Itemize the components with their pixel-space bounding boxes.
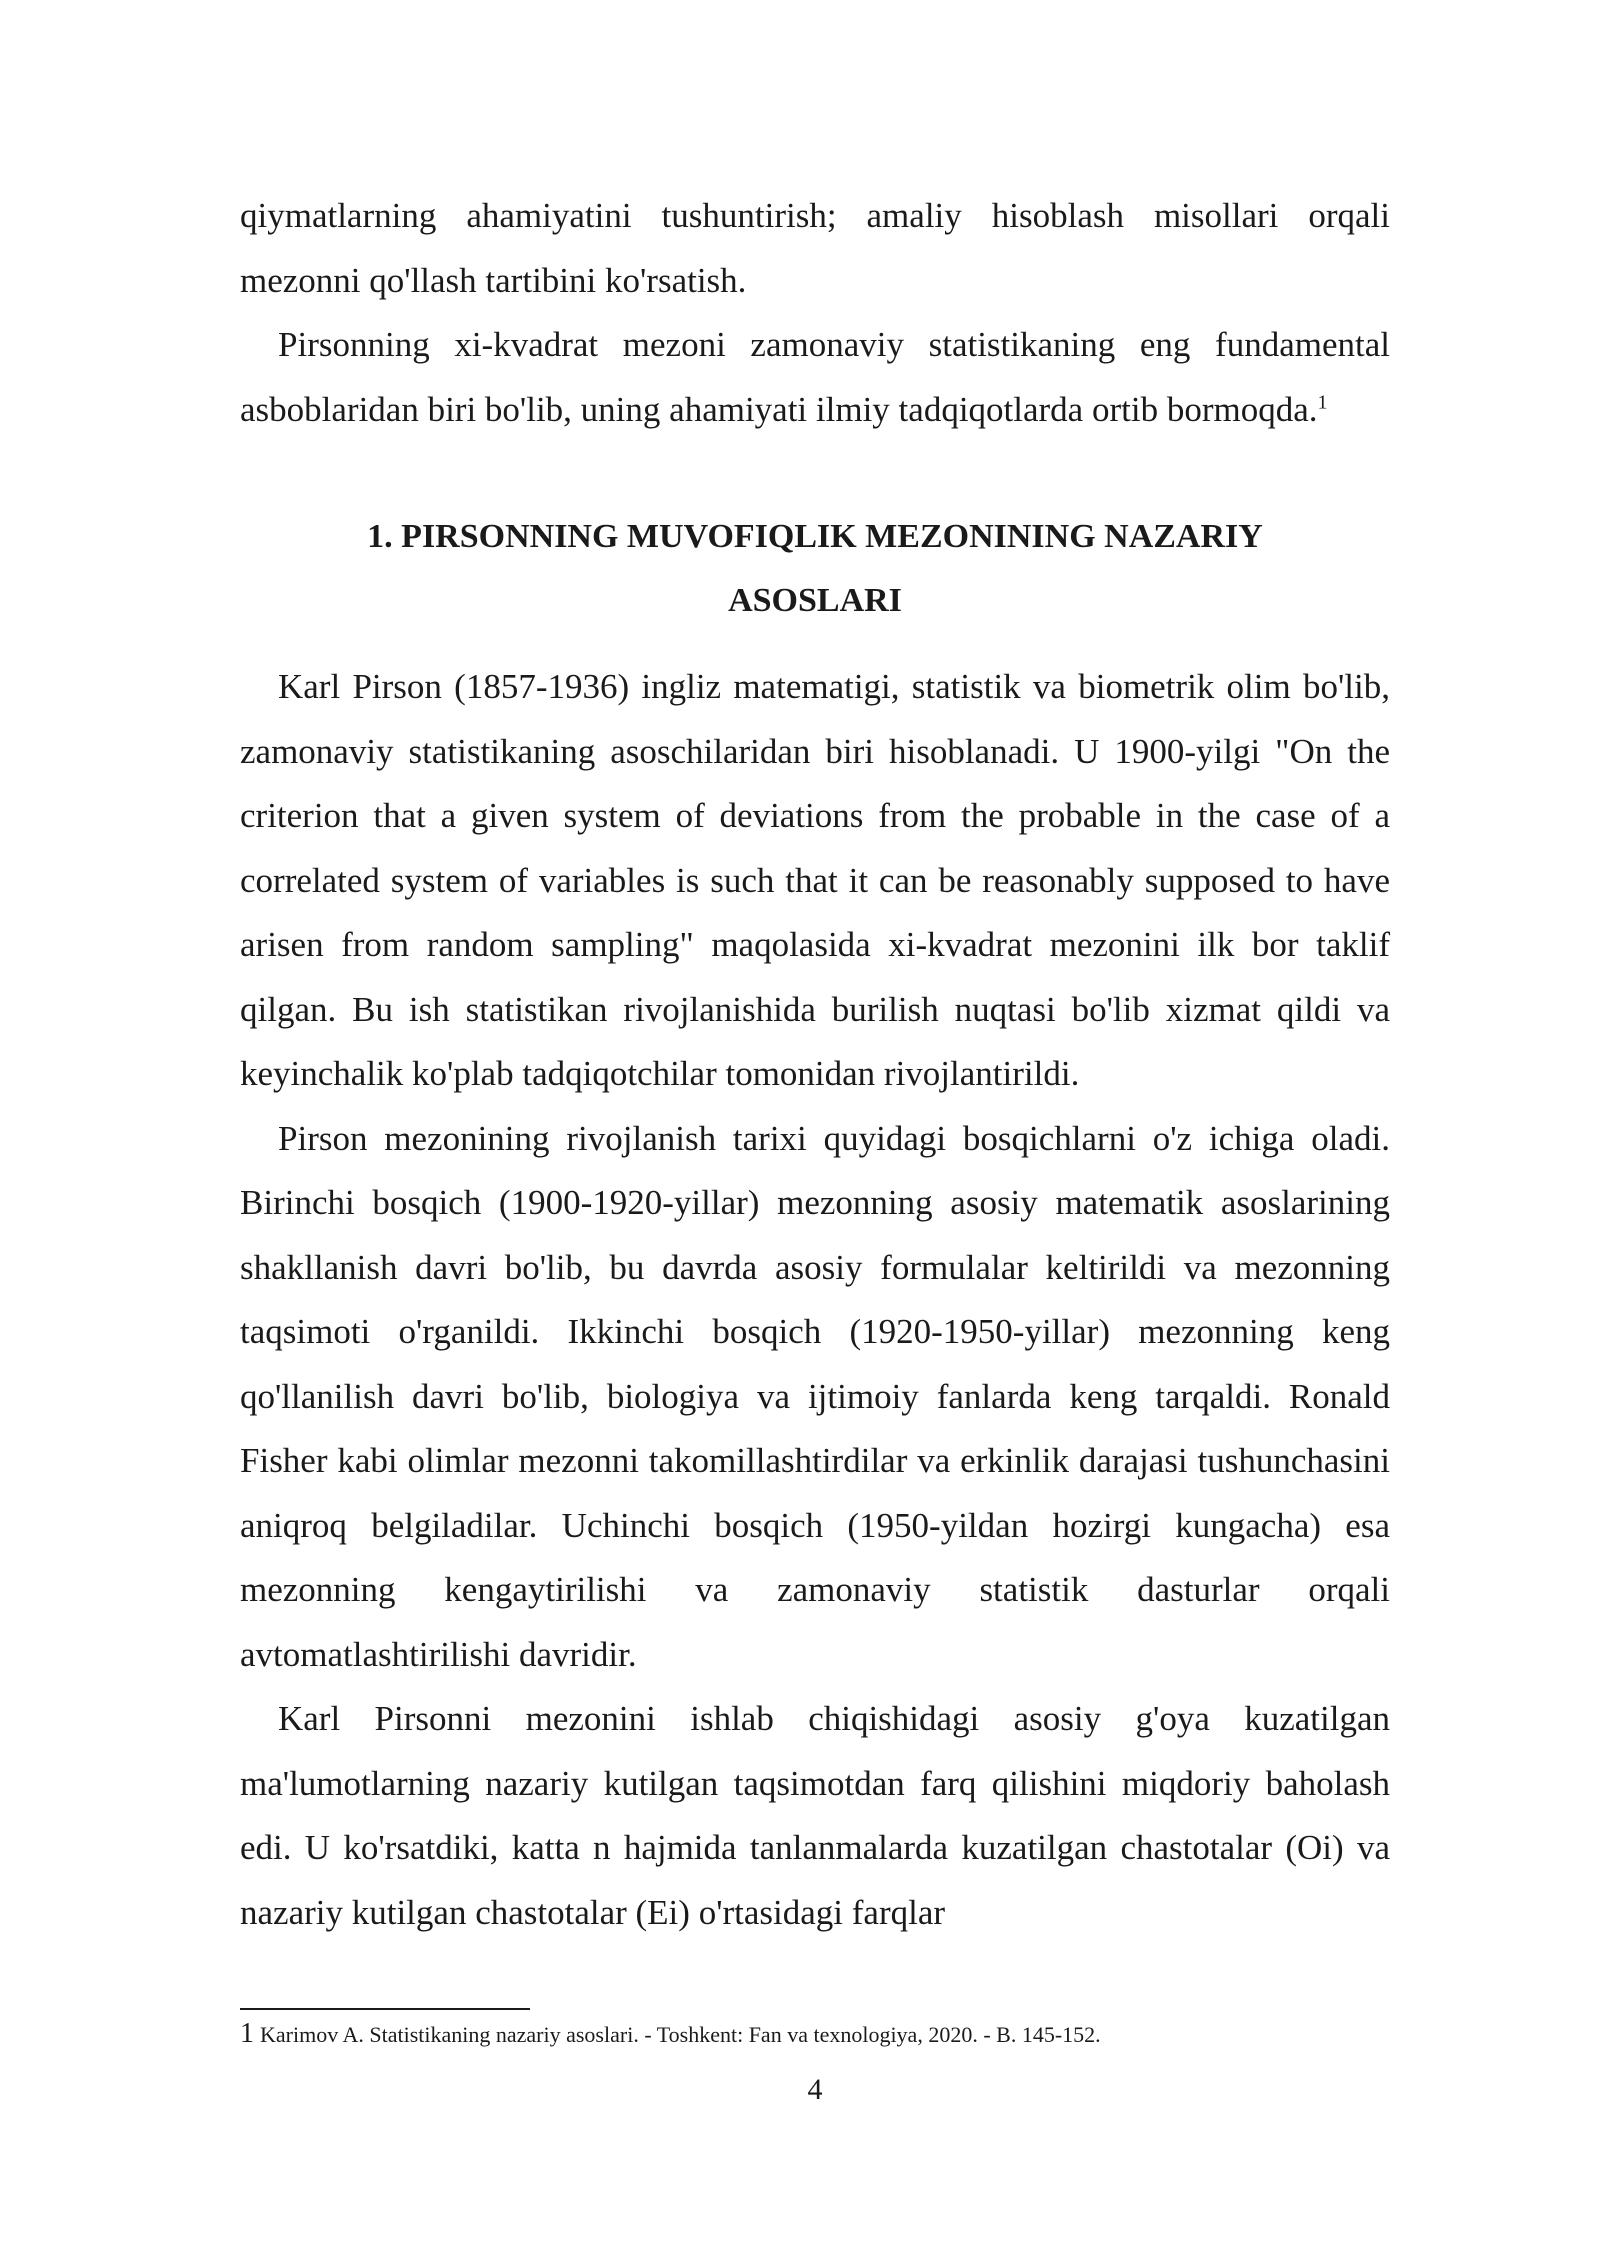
section-heading-line-1: 1. PIRSONNING MUVOFIQLIK MEZONINING NAZARIY xyxy=(367,518,1263,555)
page-number: 4 xyxy=(807,2073,823,2106)
intro-paragraph xyxy=(240,313,1390,442)
section-heading-line-2: ASOSLARI xyxy=(728,582,902,619)
footnote-number: 1 xyxy=(240,2018,254,2049)
intro-text xyxy=(240,184,1390,442)
footnote-divider xyxy=(240,2008,530,2010)
footnote-ref: 1 xyxy=(1317,390,1328,413)
intro-continuation: qiymatlarning ahamiyatini tushuntirish; amaliy hisoblash misollari orqali mezonni qo'llash tartibini ko'rsatish. xyxy=(240,196,1390,300)
footnote xyxy=(240,2016,1390,2053)
section-paragraph-1: Karl Pirson (1857-1936) ingliz matematigi, statistik va biometrik olim bo'lib, zamonaviy statistikaning asoschilaridan biri hisoblanadi. U 1900-yilgi "On the criterion that a given system of deviations from the probable in the case of a correlated system of variables is such that it can be reasonably supposed to have arisen from random sampling" maqolasida xi-kvadrat mezonini ilk bor taklif qilgan. Bu ish statistikan rivojlanishida burilish nuqtasi bo'lib xizmat qildi va keyinchalik ko'plab tadqiqotchilar tomonidan rivojlantirildi. xyxy=(240,667,1390,1093)
footnote-text: Karimov A. Statistikaning nazariy asoslari. - Toshkent: Fan va texnologiya, 2020. - B. 145-152. xyxy=(260,2022,1101,2047)
intro-paragraph-text: Pirsonning xi-kvadrat mezoni zamonaviy statistikaning eng fundamental asboblaridan biri bo'lib, uning ahamiyati ilmiy tadqiqotlarda ortib bormoqda. xyxy=(240,325,1390,429)
section-paragraph-3: Karl Pirsonni mezonini ishlab chiqishidagi asosiy g'oya kuzatilgan ma'lumotlarning nazariy kutilgan taqsimotdan farq qilishini miqdoriy baholash edi. U ko'rsatdiki, katta n hajmida tanlanmalarda kuzatilgan chastotalar (Oi) va nazariy kutilgan chastotalar (Ei) o'rtasidagi farqlar xyxy=(240,1699,1390,1932)
section-body xyxy=(240,655,1390,1945)
section-paragraph-2: Pirson mezonining rivojlanish tarixi quyidagi bosqichlarni o'z ichiga oladi. Birinchi bosqich (1900-1920-yillar) mezonning asosiy matematik asoslarining shakllanish davri bo'lib, bu davrda asosiy formulalar keltirildi va mezonning taqsimoti o'rganildi. Ikkinchi bosqich (1920-1950-yillar) mezonning keng qo'llanilish davri bo'lib, biologiya va ijtimoiy fanlarda keng tarqaldi. Ronald Fisher kabi olimlar mezonni takomillashtirdilar va erkinlik darajasi tushunchasini aniqroq belgiladilar. Uchinchi bosqich (1950-yildan hozirgi kungacha) esa mezonning kengaytirilishi va zamonaviy statistik dasturlar orqali avtomatlashtirilishi davridir. xyxy=(240,1118,1390,1674)
